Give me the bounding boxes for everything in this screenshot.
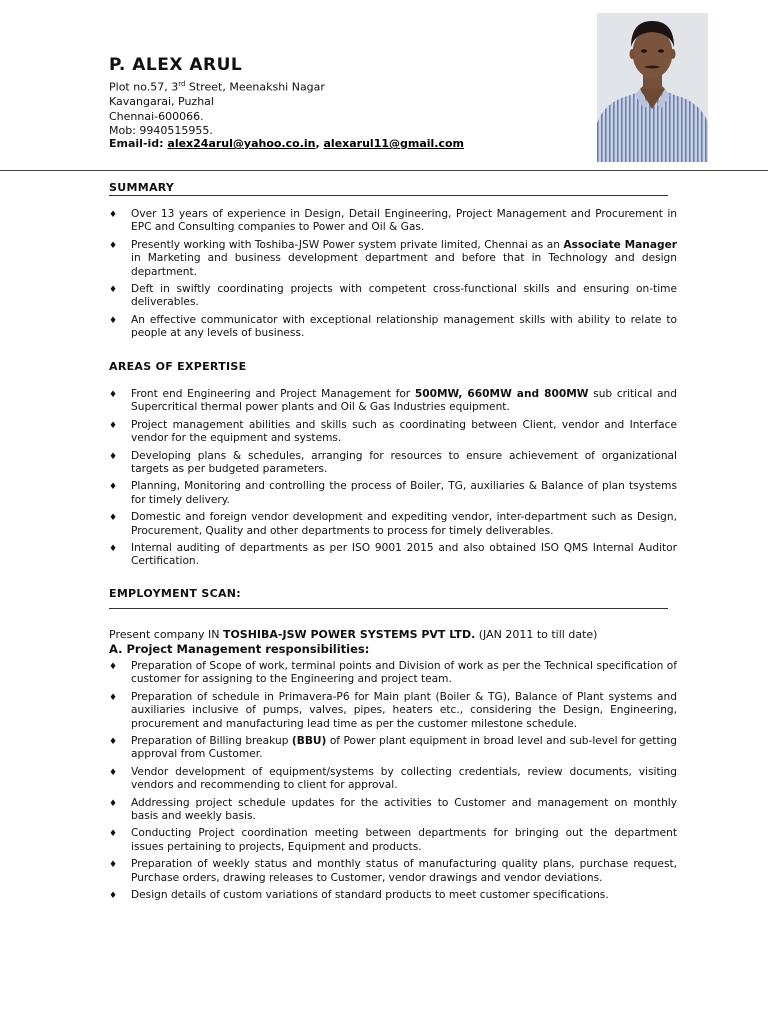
summary-heading: SUMMARY bbox=[109, 181, 175, 194]
item-text: Deft in swiftly coordinating projects with competent cross-functional skills and ensuring on-time deliverables. bbox=[131, 283, 677, 309]
bullet-icon: ♦ bbox=[109, 513, 118, 524]
item-text: Over 13 years of experience in Design, Detail Engineering, Project Management and Procurement in EPC and Consulting companies to Power and Oil & Gas. bbox=[131, 208, 677, 234]
list-item bbox=[109, 766, 677, 793]
expertise-heading: AREAS OF EXPERTISE bbox=[109, 360, 247, 373]
list-item bbox=[109, 283, 677, 310]
email-link-yahoo[interactable]: alex24arul@yahoo.co.in bbox=[167, 137, 316, 150]
email-label: Email-id: bbox=[109, 137, 168, 150]
list-item bbox=[109, 735, 677, 762]
item-text: Preparation of weekly status and monthly status of manufacturing quality plans, purchase request, Purchase orders, drawing releases to Customer, vendor drawings and vendor deviations. bbox=[131, 858, 677, 884]
list-item bbox=[109, 208, 677, 235]
list-item bbox=[109, 827, 677, 854]
bullet-icon: ♦ bbox=[109, 798, 118, 809]
employment-heading: EMPLOYMENT SCAN: bbox=[109, 587, 241, 600]
bullet-icon: ♦ bbox=[109, 767, 118, 778]
address-line-1: Plot no.57, 3rd Street, Meenakshi Nagar bbox=[109, 80, 325, 94]
profile-photo-image bbox=[597, 13, 708, 162]
item-text: Preparation of schedule in Primavera-P6 for Main plant (Boiler & TG), Balance of Plant systems and auxiliaries inclusive of pumps, valves, pipes, heaters etc., considering the Design, Engineering, procurement and manufacturing lead time as per the customer milestone schedule. bbox=[131, 690, 677, 730]
bullet-icon: ♦ bbox=[109, 420, 118, 431]
item-text: An effective communicator with exceptional relationship management skills with ability to relate to people at any levels of business. bbox=[131, 313, 677, 340]
item-text: Developing plans & schedules, arranging for resources to ensure achievement of organizational targets as per budgeted parameters. bbox=[131, 449, 677, 476]
bold-text: (BBU) bbox=[291, 735, 327, 748]
address-line-2: Kavangarai, Puzhal bbox=[109, 95, 214, 109]
bullet-icon: ♦ bbox=[109, 737, 118, 748]
list-item bbox=[109, 660, 677, 687]
candidate-name: P. ALEX ARUL bbox=[109, 55, 243, 75]
bold-text: 500MW, 660MW and 800MW bbox=[414, 388, 589, 400]
item-text: Vendor development of equipment/systems by collecting credentials, review documents, visiting vendors and recommending to client for approval. bbox=[131, 765, 677, 792]
list-item bbox=[109, 889, 677, 902]
list-item bbox=[109, 542, 677, 569]
bullet-icon: ♦ bbox=[109, 860, 118, 871]
item-text: Addressing project schedule updates for the activities to Customer and management on monthly basis and weekly basis. bbox=[131, 796, 677, 823]
item-text: Design details of custom variations of standard products to meet customer specifications. bbox=[131, 889, 609, 902]
item-text: Preparation of Billing breakup bbox=[131, 735, 292, 748]
email-row: Email-id: alex24arul@yahoo.co.in, alexarul11@gmail.com bbox=[109, 137, 465, 150]
item-text: of Power plant equipment in broad level and sub-level for getting approval from Customer. bbox=[131, 735, 677, 761]
bullet-icon: ♦ bbox=[109, 451, 118, 462]
address-block bbox=[109, 77, 325, 139]
present-company-name: TOSHIBA-JSW POWER SYSTEMS PVT LTD. bbox=[222, 628, 476, 641]
bullet-icon: ♦ bbox=[109, 390, 118, 400]
item-text: Conducting Project coordination meeting between departments for bringing out the department issues pertaining to projects, Equipment and products. bbox=[131, 827, 677, 853]
bullet-icon: ♦ bbox=[109, 662, 118, 672]
bullet-icon: ♦ bbox=[109, 891, 118, 902]
item-text: Front end Engineering and Project Management for bbox=[131, 388, 415, 400]
bullet-icon: ♦ bbox=[109, 315, 118, 326]
list-item bbox=[109, 797, 677, 824]
bullet-icon: ♦ bbox=[109, 285, 118, 296]
item-text: Planning, Monitoring and controlling the process of Boiler, TG, auxiliaries & Balance of plan tsystems for timely delivery. bbox=[131, 480, 677, 506]
list-item bbox=[109, 450, 677, 477]
bullet-icon: ♦ bbox=[109, 482, 118, 493]
bullet-icon: ♦ bbox=[109, 829, 118, 840]
address-line-3: Chennai-600066. bbox=[109, 109, 204, 123]
item-text: in Marketing and business development department and before that in Technology and design department. bbox=[131, 252, 677, 278]
mobile-number: Mob: 9940515955. bbox=[109, 124, 213, 138]
item-text: Internal auditing of departments as per ISO 9001 2015 and also obtained ISO QMS Internal Auditor Certification. bbox=[131, 542, 677, 568]
list-item bbox=[109, 314, 677, 341]
bullet-icon: ♦ bbox=[109, 544, 118, 555]
header-divider bbox=[0, 170, 768, 171]
present-company-line: Present company IN TOSHIBA-JSW POWER SYSTEMS PVT LTD. (JAN 2011 to till date) bbox=[109, 628, 598, 641]
bullet-icon: ♦ bbox=[109, 210, 118, 220]
profile-photo bbox=[597, 13, 708, 162]
bullet-icon: ♦ bbox=[109, 240, 118, 251]
bold-text: Associate Manager bbox=[563, 238, 677, 251]
expertise-list bbox=[109, 388, 677, 573]
item-text: sub critical and Supercritical thermal power plants and Oil & Gas Industries equipment. bbox=[131, 388, 677, 414]
bullet-icon: ♦ bbox=[109, 692, 118, 703]
summary-list bbox=[109, 208, 677, 345]
list-item bbox=[109, 480, 677, 507]
item-text: Domestic and foreign vendor development and expediting vendor, inter-department such as Design, Procurement, Quality and other departments to process for timely deliverables. bbox=[131, 511, 677, 537]
list-item bbox=[109, 419, 677, 446]
project-management-subheading: A. Project Management responsibilities: bbox=[109, 642, 370, 656]
responsibilities-list bbox=[109, 660, 677, 907]
employment-underline bbox=[109, 608, 668, 609]
list-item bbox=[109, 858, 677, 885]
summary-underline bbox=[109, 195, 668, 196]
list-item bbox=[109, 691, 677, 731]
item-text: Project management abilities and skills such as coordinating between Client, vendor and Interface vendor for the equipment and systems. bbox=[131, 418, 677, 445]
list-item bbox=[109, 239, 677, 279]
email-link-gmail[interactable]: alexarul11@gmail.com bbox=[323, 137, 465, 150]
item-text: Preparation of Scope of work, terminal points and Division of work as per the Technical specification of customer for assigning to the Engineering and project team. bbox=[131, 660, 677, 686]
list-item bbox=[109, 511, 677, 538]
item-text: Presently working with Toshiba-JSW Power system private limited, Chennai as an bbox=[131, 238, 564, 251]
list-item bbox=[109, 388, 677, 415]
